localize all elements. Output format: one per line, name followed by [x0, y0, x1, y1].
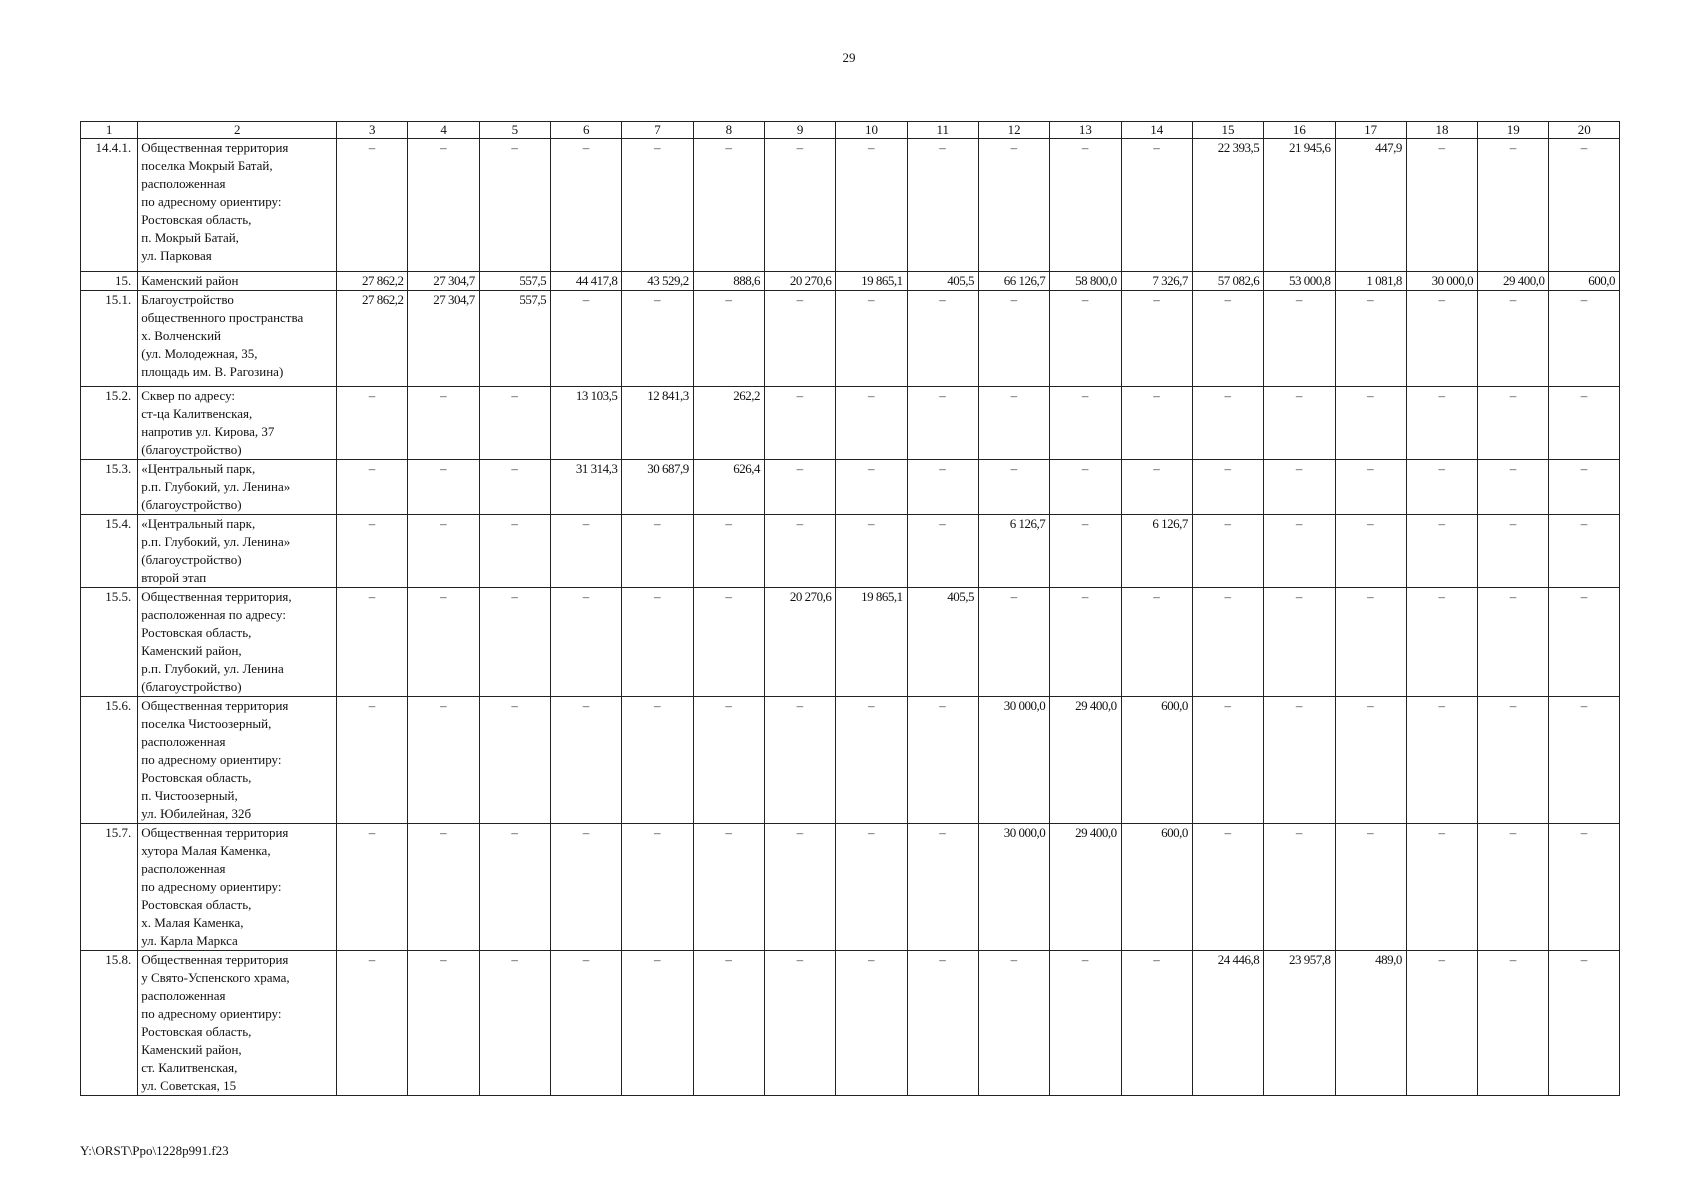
value-cell: – [693, 515, 764, 588]
value-cell: – [479, 460, 550, 515]
row-number: 14.4.1. [81, 139, 138, 272]
value-cell: – [1264, 588, 1335, 697]
value-cell: – [1121, 387, 1192, 460]
value-cell: – [551, 515, 622, 588]
value-cell: 53 000,8 [1264, 272, 1335, 291]
value-cell: – [1192, 824, 1263, 951]
value-cell: – [1264, 697, 1335, 824]
value-cell: – [765, 460, 836, 515]
value-cell: – [337, 387, 408, 460]
value-cell: – [907, 139, 978, 272]
value-cell: – [337, 951, 408, 1096]
row-name: Каменский район [138, 272, 337, 291]
value-cell: 20 270,6 [765, 272, 836, 291]
row-name: Общественная территория у Свято-Успенского храма, расположенная по адресному ориентиру: Ростовская область, Каменский район, ст. Калитвенская, ул. Советская, 15 [138, 951, 337, 1096]
value-cell: 44 417,8 [551, 272, 622, 291]
table-row [81, 588, 1620, 697]
value-cell: – [622, 515, 693, 588]
row-number: 15.8. [81, 951, 138, 1096]
value-cell: 31 314,3 [551, 460, 622, 515]
value-cell: 29 400,0 [1478, 272, 1549, 291]
value-cell: 1 081,8 [1335, 272, 1406, 291]
column-header: 5 [479, 122, 550, 139]
value-cell: – [907, 951, 978, 1096]
value-cell: – [408, 824, 479, 951]
row-number: 15.2. [81, 387, 138, 460]
column-header: 13 [1050, 122, 1121, 139]
value-cell: – [1192, 460, 1263, 515]
value-cell: 29 400,0 [1050, 824, 1121, 951]
column-header: 11 [907, 122, 978, 139]
row-number: 15.3. [81, 460, 138, 515]
value-cell: – [1264, 460, 1335, 515]
value-cell: – [1406, 291, 1477, 387]
file-path-footer: Y:\ORST\Ppo\1228p991.f23 [80, 1143, 229, 1158]
value-cell: 22 393,5 [1192, 139, 1263, 272]
value-cell: – [907, 824, 978, 951]
table-row [81, 272, 1620, 291]
value-cell: – [1406, 460, 1477, 515]
value-cell: – [1549, 460, 1620, 515]
row-name: Общественная территория, расположенная по адресу: Ростовская область, Каменский район, р.п. Глубокий, ул. Ленина (благоустройство) [138, 588, 337, 697]
column-header: 12 [978, 122, 1049, 139]
column-header: 19 [1478, 122, 1549, 139]
column-header: 4 [408, 122, 479, 139]
value-cell: – [1549, 951, 1620, 1096]
row-name: «Центральный парк, р.п. Глубокий, ул. Ленина» (благоустройство) [138, 460, 337, 515]
table-row [81, 515, 1620, 588]
column-header: 7 [622, 122, 693, 139]
value-cell: – [836, 139, 907, 272]
value-cell: – [1478, 387, 1549, 460]
value-cell: – [836, 291, 907, 387]
column-header: 16 [1264, 122, 1335, 139]
value-cell: – [1050, 139, 1121, 272]
value-cell: – [479, 697, 550, 824]
column-header: 18 [1406, 122, 1477, 139]
column-header: 9 [765, 122, 836, 139]
value-cell: – [765, 139, 836, 272]
value-cell: – [479, 515, 550, 588]
value-cell: 600,0 [1549, 272, 1620, 291]
value-cell: – [551, 824, 622, 951]
column-header: 6 [551, 122, 622, 139]
column-header: 2 [138, 122, 337, 139]
row-name: Общественная территория поселка Чистоозерный, расположенная по адресному ориентиру: Ростовская область, п. Чистоозерный, ул. Юбилейная, 32б [138, 697, 337, 824]
value-cell: – [907, 387, 978, 460]
value-cell: – [765, 697, 836, 824]
value-cell: – [1406, 387, 1477, 460]
value-cell: – [622, 697, 693, 824]
value-cell: – [1549, 515, 1620, 588]
value-cell: 30 000,0 [978, 697, 1049, 824]
table-row [81, 139, 1620, 272]
row-name: «Центральный парк, р.п. Глубокий, ул. Ленина» (благоустройство) второй этап [138, 515, 337, 588]
value-cell: – [1478, 515, 1549, 588]
value-cell: – [1406, 824, 1477, 951]
value-cell: – [693, 951, 764, 1096]
value-cell: – [765, 387, 836, 460]
value-cell: – [479, 824, 550, 951]
column-header: 14 [1121, 122, 1192, 139]
value-cell: – [1406, 697, 1477, 824]
value-cell: – [551, 697, 622, 824]
value-cell: 20 270,6 [765, 588, 836, 697]
value-cell: – [479, 951, 550, 1096]
value-cell: – [408, 951, 479, 1096]
value-cell: – [1478, 824, 1549, 951]
value-cell: – [1549, 697, 1620, 824]
value-cell: – [551, 951, 622, 1096]
table-row [81, 697, 1620, 824]
value-cell: – [622, 139, 693, 272]
header-row [81, 122, 1620, 139]
value-cell: 30 687,9 [622, 460, 693, 515]
table-row [81, 824, 1620, 951]
value-cell: – [1335, 588, 1406, 697]
value-cell: – [622, 588, 693, 697]
value-cell: 30 000,0 [1406, 272, 1477, 291]
value-cell: – [1192, 387, 1263, 460]
value-cell: – [1549, 291, 1620, 387]
value-cell: – [693, 824, 764, 951]
value-cell: – [1050, 460, 1121, 515]
value-cell: 447,9 [1335, 139, 1406, 272]
value-cell: – [836, 951, 907, 1096]
value-cell: – [337, 697, 408, 824]
value-cell: – [836, 460, 907, 515]
value-cell: – [408, 697, 479, 824]
value-cell: 405,5 [907, 272, 978, 291]
value-cell: – [1549, 588, 1620, 697]
value-cell: – [1335, 824, 1406, 951]
table-header [81, 122, 1620, 139]
value-cell: – [693, 139, 764, 272]
value-cell: – [1050, 291, 1121, 387]
value-cell: – [1121, 460, 1192, 515]
value-cell: – [1121, 139, 1192, 272]
value-cell: – [765, 824, 836, 951]
value-cell: – [1192, 588, 1263, 697]
row-name: Благоустройство общественного пространства х. Волченский (ул. Молодежная, 35, площадь им. В. Рагозина) [138, 291, 337, 387]
value-cell: 24 446,8 [1192, 951, 1263, 1096]
row-name: Общественная территория поселка Мокрый Батай, расположенная по адресному ориентиру: Ростовская область, п. Мокрый Батай, ул. Парковая [138, 139, 337, 272]
row-name: Сквер по адресу: ст-ца Калитвенская, напротив ул. Кирова, 37 (благоустройство) [138, 387, 337, 460]
value-cell: – [978, 951, 1049, 1096]
value-cell: – [978, 588, 1049, 697]
page-number: 29 [842, 50, 856, 65]
row-number: 15.5. [81, 588, 138, 697]
value-cell: 262,2 [693, 387, 764, 460]
column-header: 17 [1335, 122, 1406, 139]
value-cell: – [765, 515, 836, 588]
value-cell: – [907, 697, 978, 824]
value-cell: – [1192, 515, 1263, 588]
value-cell: 489,0 [1335, 951, 1406, 1096]
value-cell: – [1478, 139, 1549, 272]
value-cell: – [836, 697, 907, 824]
row-number: 15.1. [81, 291, 138, 387]
value-cell: – [1335, 291, 1406, 387]
value-cell: – [337, 824, 408, 951]
value-cell: – [479, 387, 550, 460]
value-cell: – [551, 588, 622, 697]
column-header: 8 [693, 122, 764, 139]
value-cell: – [1264, 515, 1335, 588]
value-cell: – [622, 291, 693, 387]
value-cell: – [907, 460, 978, 515]
value-cell: 66 126,7 [978, 272, 1049, 291]
value-cell: – [693, 697, 764, 824]
row-name: Общественная территория хутора Малая Каменка, расположенная по адресному ориентиру: Ростовская область, х. Малая Каменка, ул. Карла Маркса [138, 824, 337, 951]
value-cell: – [1264, 291, 1335, 387]
value-cell: – [408, 515, 479, 588]
value-cell: 23 957,8 [1264, 951, 1335, 1096]
table-body [81, 139, 1620, 1096]
row-number: 15.6. [81, 697, 138, 824]
value-cell: 7 326,7 [1121, 272, 1192, 291]
value-cell: – [1478, 697, 1549, 824]
value-cell: – [337, 460, 408, 515]
value-cell: 600,0 [1121, 824, 1192, 951]
value-cell: 27 862,2 [337, 291, 408, 387]
value-cell: 600,0 [1121, 697, 1192, 824]
budget-table [80, 121, 1620, 1096]
value-cell: 27 862,2 [337, 272, 408, 291]
value-cell: – [836, 387, 907, 460]
value-cell: – [1192, 697, 1263, 824]
value-cell: – [622, 951, 693, 1096]
table-row [81, 291, 1620, 387]
table-row [81, 460, 1620, 515]
value-cell: – [1549, 139, 1620, 272]
value-cell: – [408, 460, 479, 515]
value-cell: 626,4 [693, 460, 764, 515]
value-cell: – [337, 139, 408, 272]
value-cell: – [978, 291, 1049, 387]
value-cell: – [907, 515, 978, 588]
value-cell: – [551, 291, 622, 387]
value-cell: 405,5 [907, 588, 978, 697]
budget-table-container [80, 121, 1620, 1096]
column-header: 3 [337, 122, 408, 139]
value-cell: – [693, 588, 764, 697]
row-number: 15.4. [81, 515, 138, 588]
value-cell: 6 126,7 [1121, 515, 1192, 588]
value-cell: – [1335, 387, 1406, 460]
value-cell: – [1050, 387, 1121, 460]
value-cell: – [978, 139, 1049, 272]
value-cell: 19 865,1 [836, 272, 907, 291]
value-cell: 27 304,7 [408, 272, 479, 291]
value-cell: 13 103,5 [551, 387, 622, 460]
value-cell: 21 945,6 [1264, 139, 1335, 272]
value-cell: – [1406, 951, 1477, 1096]
value-cell: – [1335, 460, 1406, 515]
value-cell: – [836, 824, 907, 951]
value-cell: – [479, 588, 550, 697]
table-row [81, 951, 1620, 1096]
value-cell: – [1264, 387, 1335, 460]
value-cell: – [1478, 951, 1549, 1096]
column-header: 1 [81, 122, 138, 139]
value-cell: – [1549, 824, 1620, 951]
value-cell: – [1478, 588, 1549, 697]
row-number: 15. [81, 272, 138, 291]
value-cell: – [1406, 515, 1477, 588]
value-cell: 12 841,3 [622, 387, 693, 460]
value-cell: – [408, 387, 479, 460]
value-cell: – [408, 139, 479, 272]
value-cell: 888,6 [693, 272, 764, 291]
value-cell: – [978, 387, 1049, 460]
value-cell: 19 865,1 [836, 588, 907, 697]
value-cell: 43 529,2 [622, 272, 693, 291]
value-cell: – [1121, 588, 1192, 697]
value-cell: 6 126,7 [978, 515, 1049, 588]
value-cell: – [1478, 460, 1549, 515]
value-cell: – [337, 515, 408, 588]
value-cell: – [1549, 387, 1620, 460]
value-cell: – [1406, 139, 1477, 272]
value-cell: – [765, 951, 836, 1096]
value-cell: – [907, 291, 978, 387]
value-cell: – [551, 139, 622, 272]
value-cell: – [978, 460, 1049, 515]
value-cell: – [693, 291, 764, 387]
value-cell: – [337, 588, 408, 697]
value-cell: – [1050, 515, 1121, 588]
value-cell: 57 082,6 [1192, 272, 1263, 291]
value-cell: – [1478, 291, 1549, 387]
value-cell: – [1121, 951, 1192, 1096]
value-cell: – [1050, 951, 1121, 1096]
value-cell: 30 000,0 [978, 824, 1049, 951]
value-cell: 557,5 [479, 272, 550, 291]
column-header: 20 [1549, 122, 1620, 139]
table-row [81, 387, 1620, 460]
value-cell: 29 400,0 [1050, 697, 1121, 824]
value-cell: – [408, 588, 479, 697]
row-number: 15.7. [81, 824, 138, 951]
column-header: 15 [1192, 122, 1263, 139]
value-cell: – [1406, 588, 1477, 697]
value-cell: 58 800,0 [1050, 272, 1121, 291]
value-cell: 557,5 [479, 291, 550, 387]
value-cell: – [479, 139, 550, 272]
value-cell: 27 304,7 [408, 291, 479, 387]
column-header: 10 [836, 122, 907, 139]
value-cell: – [1050, 588, 1121, 697]
value-cell: – [1121, 291, 1192, 387]
value-cell: – [1335, 515, 1406, 588]
value-cell: – [765, 291, 836, 387]
value-cell: – [1335, 697, 1406, 824]
value-cell: – [1192, 291, 1263, 387]
value-cell: – [622, 824, 693, 951]
value-cell: – [1264, 824, 1335, 951]
value-cell: – [836, 515, 907, 588]
